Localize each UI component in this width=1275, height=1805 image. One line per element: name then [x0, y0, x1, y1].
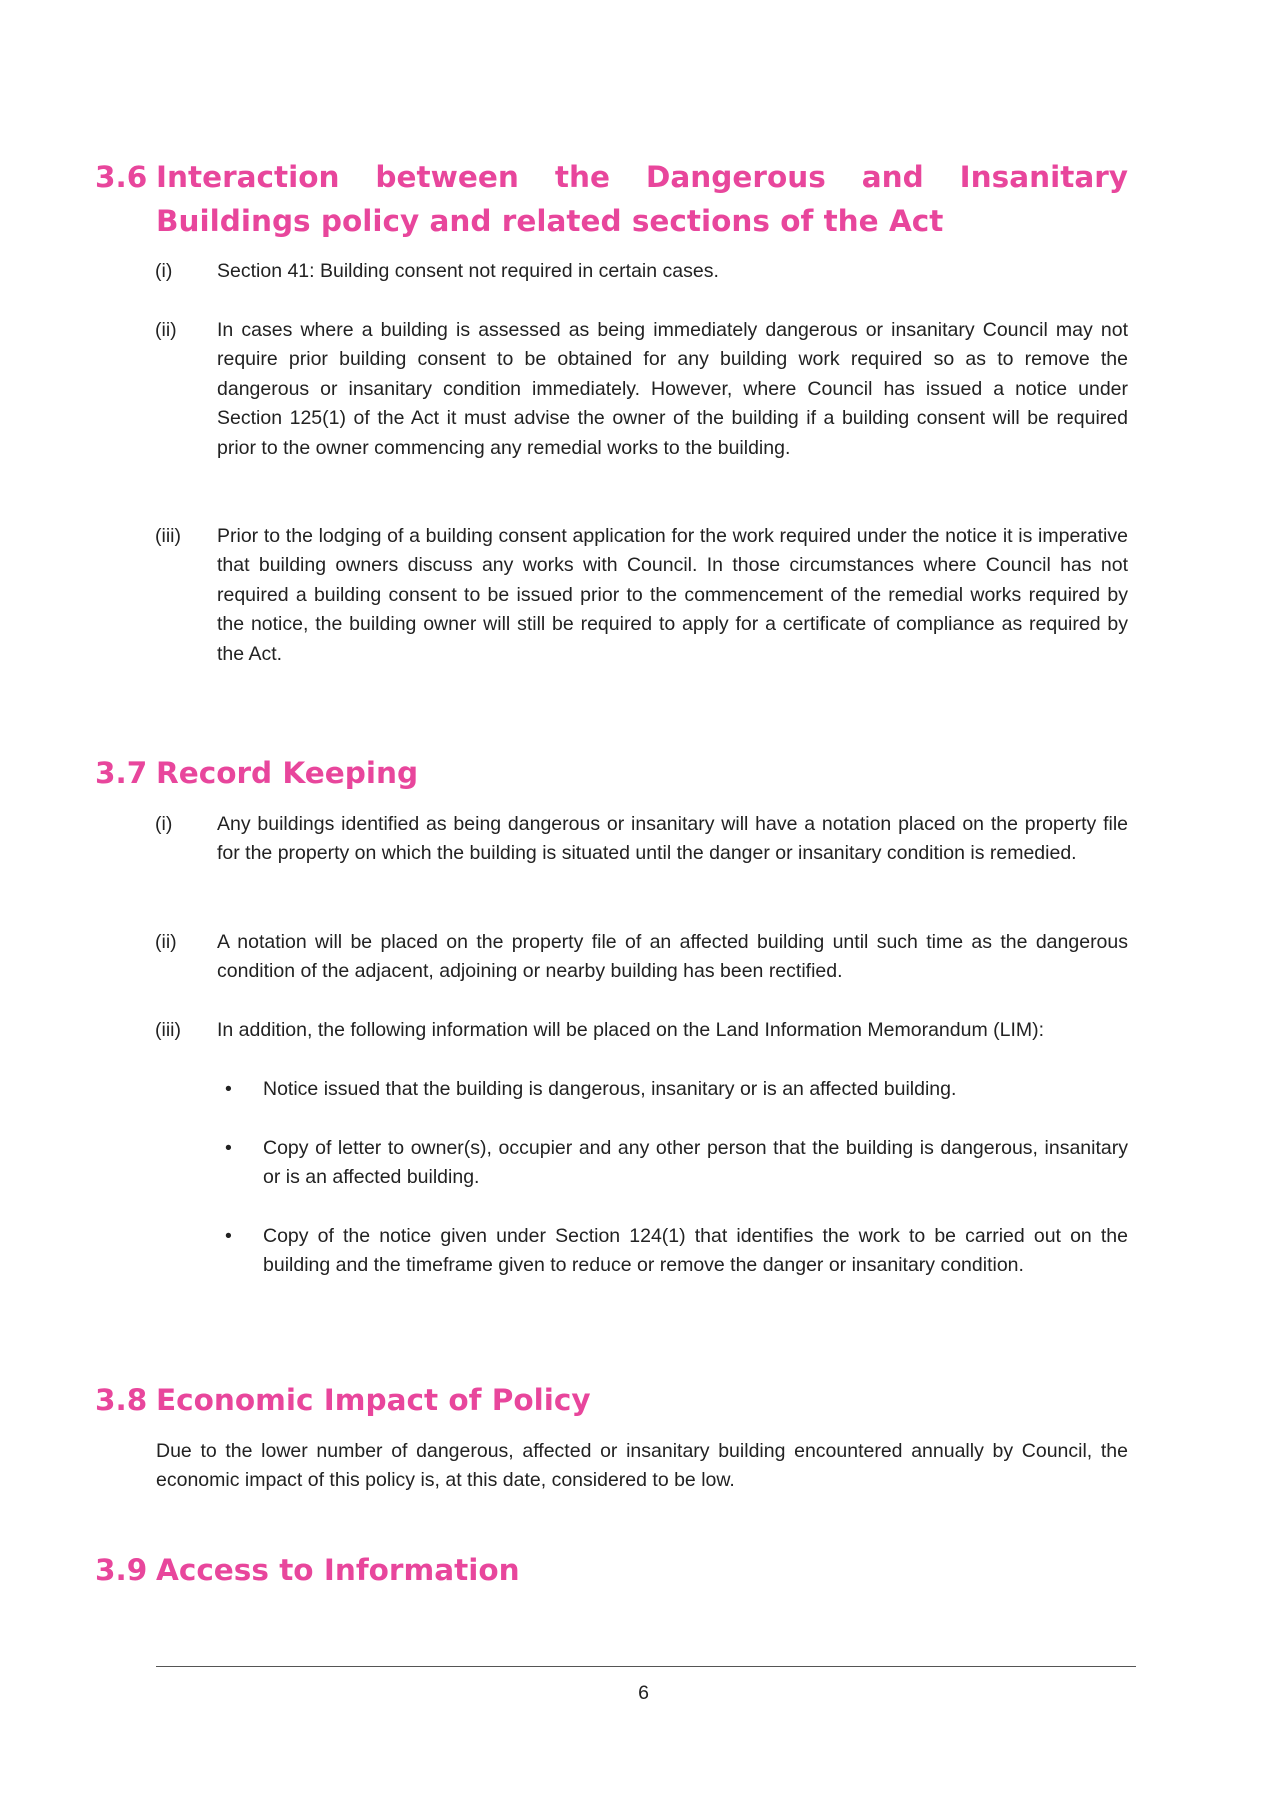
item-label: (iii): [155, 1019, 181, 1041]
item-label: (i): [155, 260, 173, 282]
section-heading-3-6: [95, 155, 1128, 243]
item-label: (i): [155, 813, 173, 835]
section-number: 3.8: [95, 1383, 148, 1417]
bullet-icon: •: [225, 1137, 232, 1159]
list-item: [155, 522, 1128, 669]
bullet-text: Copy of the notice given under Section 124(1) that identifies the work to be carried out on the building and the timeframe given to reduce or remove the danger or insanitary condition.: [263, 1225, 1128, 1277]
bullet-icon: •: [225, 1225, 232, 1247]
section-heading-3-8: [95, 1378, 1128, 1422]
bullet-icon: •: [225, 1078, 232, 1100]
bullet-item: [225, 1134, 1128, 1193]
section-number: 3.6: [95, 160, 148, 194]
item-text: In cases where a building is assessed as being immediately dangerous or insanitary Council may not require prior building consent to be obtained for any building work required so as to remove the dangerous or insanitary condition immediately. However, where Council has issued a notice under Section 125(1) of the Act it must advise the owner of the building if a building consent will be required prior to the owner commencing any remedial works to the building.: [217, 319, 1128, 459]
item-label: (iii): [155, 525, 181, 547]
section-title: Access to Information: [156, 1553, 520, 1587]
item-text: In addition, the following information will be placed on the Land Information Memorandum (LIM):: [217, 1019, 1045, 1041]
section-body: Due to the lower number of dangerous, affected or insanitary building encountered annually by Council, the economic impact of this policy is, at this date, considered to be low.: [156, 1440, 1128, 1492]
section-heading-3-7: [95, 751, 1128, 795]
item-label: (ii): [155, 319, 177, 341]
page-number: 6: [638, 1682, 649, 1704]
bullet-text: Copy of letter to owner(s), occupier and any other person that the building is dangerous, insanitary or is an affected building.: [263, 1137, 1128, 1189]
item-text: Section 41: Building consent not required in certain cases.: [217, 260, 719, 282]
section-title: Economic Impact of Policy: [156, 1383, 591, 1417]
list-item: [155, 810, 1128, 869]
bullet-text: Notice issued that the building is dangerous, insanitary or is an affected building.: [263, 1078, 957, 1100]
item-text: A notation will be placed on the property file of an affected building until such time as the dangerous condition of the adjacent, adjoining or nearby building has been rectified.: [217, 931, 1128, 983]
section-heading-3-9: [95, 1548, 1128, 1592]
list-item: [155, 1016, 1128, 1045]
bullet-item: [225, 1075, 1128, 1104]
item-label: (ii): [155, 931, 177, 953]
item-text: Any buildings identified as being dangerous or insanitary will have a notation placed on the property file for the property on which the building is situated until the danger or insanitary condition is remedied.: [217, 813, 1128, 865]
bullet-item: [225, 1222, 1128, 1281]
section-number: 3.7: [95, 756, 148, 790]
footer-divider: [156, 1666, 1136, 1667]
list-item: [155, 257, 1128, 286]
list-item: [155, 928, 1128, 987]
list-item: [155, 316, 1128, 463]
section-title: Record Keeping: [156, 756, 419, 790]
section-number: 3.9: [95, 1553, 148, 1587]
section-title: Interaction between the Dangerous and Insanitary Buildings policy and related sections of the Act: [156, 160, 1128, 238]
item-text: Prior to the lodging of a building consent application for the work required under the notice it is imperative that building owners discuss any works with Council. In those circumstances where Council has not required a building consent to be issued prior to the commencement of the remedial works required by the notice, the building owner will still be required to apply for a certificate of compliance as required by the Act.: [217, 525, 1128, 665]
